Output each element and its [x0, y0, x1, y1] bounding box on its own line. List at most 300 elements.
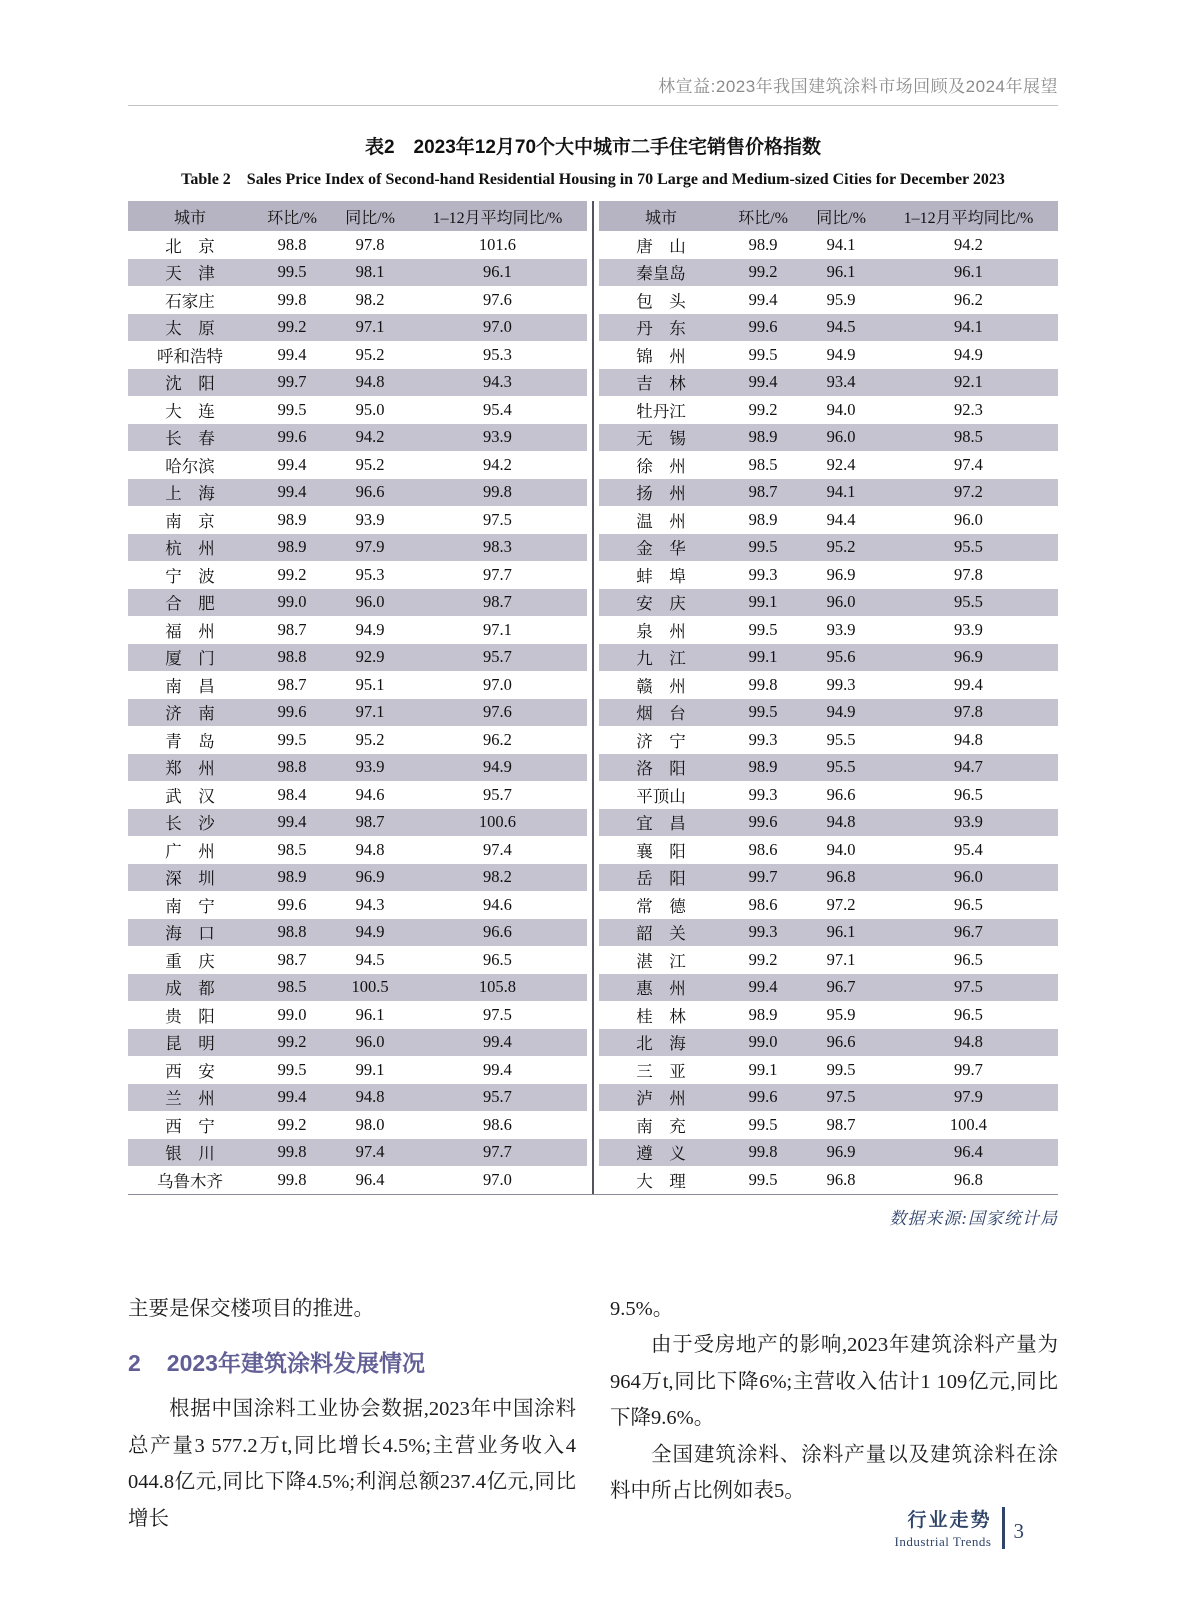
cell-city: 大 连: [165, 401, 215, 421]
header-rule: [128, 105, 1058, 106]
paragraph: 根据中国涂料工业协会数据,2023年中国涂料总产量3 577.2万t,同比增长4.5%;主营业务收入4 044.8亿元,同比下降4.5%;利润总额237.4亿元,同比增长: [128, 1398, 576, 1530]
cell-mom-index: 99.7: [277, 372, 307, 392]
cell-city: 韶 关: [636, 924, 686, 944]
cell-city: 深 圳: [165, 869, 215, 889]
cell-yoy-index: 95.6: [826, 647, 856, 667]
table-row: [128, 534, 587, 562]
cell-mom-index: 99.4: [277, 482, 307, 502]
table-row: [599, 1084, 1058, 1112]
cell-avg-yoy-index: 100.4: [949, 1114, 988, 1134]
cell-avg-yoy-index: 99.4: [954, 674, 983, 694]
cell-avg-yoy-index: 94.7: [954, 757, 983, 777]
cell-yoy-index: 97.8: [355, 234, 385, 254]
cell-city: 石家庄: [165, 291, 215, 311]
cell-city: 天 津: [165, 264, 215, 284]
cell-yoy-index: 96.6: [826, 784, 856, 804]
cell-avg-yoy-index: 95.5: [954, 592, 983, 612]
cell-yoy-index: 98.7: [826, 1114, 856, 1134]
cell-city: 南 充: [636, 1116, 686, 1136]
cell-mom-index: 98.9: [748, 509, 778, 529]
cell-yoy-index: 94.9: [355, 619, 385, 639]
cell-yoy-index: 97.1: [355, 317, 385, 337]
cell-city: 九 江: [636, 649, 686, 669]
paragraph: 由于受房地产的影响,2023年建筑涂料产量为964万t,同比下降6%;主营收入估计1 109亿元,同比下降9.6%。: [610, 1334, 1058, 1429]
table-row: [128, 809, 587, 837]
cell-mom-index: 98.6: [748, 839, 778, 859]
table-row: [599, 1056, 1058, 1084]
cell-city: 三 亚: [636, 1061, 686, 1081]
paragraph-continued: 主要是保交楼项目的推进。: [128, 1297, 374, 1320]
table-row: [599, 534, 1058, 562]
cell-yoy-index: 93.9: [826, 619, 856, 639]
cell-avg-yoy-index: 96.9: [954, 647, 983, 667]
price-index-table-right: [599, 201, 1058, 1194]
table-row: [128, 671, 587, 699]
cell-avg-yoy-index: 96.5: [483, 949, 512, 969]
table-row: [128, 589, 587, 617]
cell-yoy-index: 92.4: [826, 454, 856, 474]
table-row: [599, 864, 1058, 892]
cell-city: 湛 江: [636, 951, 686, 971]
cell-avg-yoy-index: 97.7: [483, 1142, 512, 1162]
cell-mom-index: 99.1: [748, 647, 778, 667]
cell-avg-yoy-index: 95.7: [483, 784, 512, 804]
cell-city: 广 州: [165, 841, 215, 861]
table-row: [599, 424, 1058, 452]
cell-mom-index: 99.0: [748, 1032, 778, 1052]
table-right-panel: [593, 201, 1058, 1194]
table-row: [128, 1139, 587, 1167]
table-row: [599, 369, 1058, 397]
cell-city: 南 宁: [165, 896, 215, 916]
cell-yoy-index: 93.9: [355, 509, 385, 529]
cell-yoy-index: 94.9: [826, 702, 856, 722]
table-row: [599, 231, 1058, 259]
cell-yoy-index: 96.8: [826, 1169, 856, 1189]
cell-avg-yoy-index: 96.2: [483, 729, 512, 749]
cell-mom-index: 99.8: [748, 1142, 778, 1162]
cell-mom-index: 99.4: [748, 977, 778, 997]
cell-city: 平顶山: [636, 786, 686, 806]
cell-avg-yoy-index: 97.7: [483, 564, 512, 584]
cell-yoy-index: 94.1: [826, 482, 856, 502]
cell-mom-index: 98.4: [277, 784, 307, 804]
table-row: [128, 1029, 587, 1057]
cell-avg-yoy-index: 97.0: [483, 674, 512, 694]
cell-mom-index: 99.4: [748, 289, 778, 309]
cell-mom-index: 99.3: [748, 784, 778, 804]
cell-avg-yoy-index: 94.2: [954, 234, 983, 254]
cell-mom-index: 99.5: [277, 262, 307, 282]
cell-mom-index: 99.5: [277, 1059, 307, 1079]
cell-avg-yoy-index: 95.7: [483, 647, 512, 667]
cell-city: 上 海: [165, 484, 215, 504]
cell-city: 福 州: [165, 621, 215, 641]
cell-avg-yoy-index: 98.5: [954, 427, 983, 447]
cell-city: 呼和浩特: [156, 346, 223, 366]
cell-mom-index: 99.2: [277, 1032, 307, 1052]
cell-avg-yoy-index: 94.8: [954, 729, 983, 749]
cell-yoy-index: 96.4: [355, 1169, 385, 1189]
cell-avg-yoy-index: 94.2: [483, 454, 512, 474]
cell-yoy-index: 95.2: [826, 537, 856, 557]
cell-mom-index: 99.5: [748, 702, 778, 722]
cell-yoy-index: 97.1: [826, 949, 856, 969]
cell-mom-index: 99.2: [748, 949, 778, 969]
cell-mom-index: 98.7: [277, 619, 307, 639]
table-row: [599, 726, 1058, 754]
cell-city: 洛 阳: [636, 759, 686, 779]
cell-yoy-index: 94.6: [355, 784, 385, 804]
cell-avg-yoy-index: 96.4: [954, 1142, 983, 1162]
cell-city: 秦皇岛: [636, 264, 686, 284]
table-row: [599, 919, 1058, 947]
cell-yoy-index: 94.9: [355, 922, 385, 942]
cell-yoy-index: 94.2: [355, 427, 385, 447]
table-row: [128, 1056, 587, 1084]
cell-mom-index: 99.6: [748, 1087, 778, 1107]
cell-avg-yoy-index: 96.8: [954, 1169, 983, 1189]
cell-city: 烟 台: [636, 704, 686, 724]
cell-city: 青 岛: [165, 731, 215, 751]
table-row: [128, 974, 587, 1002]
table-row: [128, 891, 587, 919]
cell-city: 哈尔滨: [165, 456, 215, 476]
cell-mom-index: 99.5: [748, 344, 778, 364]
cell-mom-index: 99.4: [277, 812, 307, 832]
cell-avg-yoy-index: 98.3: [483, 537, 512, 557]
cell-mom-index: 98.5: [277, 977, 307, 997]
cell-avg-yoy-index: 97.2: [954, 482, 983, 502]
cell-avg-yoy-index: 101.6: [478, 234, 517, 254]
cell-city: 重 庆: [165, 951, 215, 971]
footer-divider-bar: [1002, 1507, 1005, 1549]
cell-mom-index: 99.3: [748, 564, 778, 584]
table-row: [128, 699, 587, 727]
cell-mom-index: 99.5: [748, 619, 778, 639]
cell-mom-index: 98.9: [277, 537, 307, 557]
cell-yoy-index: 95.5: [826, 757, 856, 777]
table-row: [128, 369, 587, 397]
cell-city: 襄 阳: [636, 841, 686, 861]
table-row: [128, 506, 587, 534]
cell-city: 无 锡: [636, 429, 686, 449]
cell-city: 海 口: [165, 924, 215, 944]
table-row: [128, 1001, 587, 1029]
cell-city: 扬 州: [636, 484, 686, 504]
cell-yoy-index: 97.4: [355, 1142, 385, 1162]
cell-avg-yoy-index: 97.8: [954, 564, 983, 584]
table-row: [599, 479, 1058, 507]
cell-yoy-index: 96.0: [355, 1032, 385, 1052]
cell-yoy-index: 98.0: [355, 1114, 385, 1134]
cell-yoy-index: 96.8: [826, 867, 856, 887]
cell-mom-index: 99.8: [748, 674, 778, 694]
cell-mom-index: 99.4: [277, 454, 307, 474]
cell-avg-yoy-index: 94.1: [954, 317, 983, 337]
cell-yoy-index: 96.0: [826, 592, 856, 612]
cell-avg-yoy-index: 94.9: [954, 344, 983, 364]
table-row: [128, 644, 587, 672]
table-row: [128, 286, 587, 314]
cell-avg-yoy-index: 94.3: [483, 372, 512, 392]
cell-avg-yoy-index: 95.4: [954, 839, 983, 859]
cell-yoy-index: 94.0: [826, 839, 856, 859]
cell-city: 南 昌: [165, 676, 215, 696]
cell-city: 遵 义: [636, 1144, 686, 1164]
cell-city: 宁 波: [165, 566, 215, 586]
cell-mom-index: 99.5: [748, 537, 778, 557]
cell-avg-yoy-index: 96.0: [954, 867, 983, 887]
cell-city: 乌鲁木齐: [156, 1171, 223, 1191]
cell-yoy-index: 95.2: [355, 454, 385, 474]
cell-avg-yoy-index: 98.6: [483, 1114, 512, 1134]
cell-city: 大 理: [636, 1171, 686, 1191]
cell-mom-index: 98.8: [277, 647, 307, 667]
cell-yoy-index: 95.9: [826, 1004, 856, 1024]
cell-mom-index: 99.3: [748, 922, 778, 942]
cell-mom-index: 98.7: [277, 949, 307, 969]
table-title-en: Table 2 Sales Price Index of Second-hand Residential Housing in 70 Large and Medium-sized Cities for December 2023: [181, 171, 1005, 188]
cell-mom-index: 98.9: [277, 867, 307, 887]
cell-city: 长 春: [165, 429, 215, 449]
cell-mom-index: 99.4: [277, 344, 307, 364]
table-row: [128, 314, 587, 342]
table-row: [128, 231, 587, 259]
cell-city: 济 宁: [636, 731, 686, 751]
cell-mom-index: 99.8: [277, 1169, 307, 1189]
table-row: [128, 561, 587, 589]
cell-mom-index: 98.9: [748, 427, 778, 447]
cell-avg-yoy-index: 95.7: [483, 1087, 512, 1107]
cell-mom-index: 99.5: [277, 729, 307, 749]
cell-mom-index: 99.0: [277, 1004, 307, 1024]
table-row: [599, 1139, 1058, 1167]
cell-city: 昆 明: [165, 1034, 215, 1054]
table-row: [599, 891, 1058, 919]
cell-city: 岳 阳: [636, 869, 686, 889]
col-header-avg-yoy: 1–12月平均同比/%: [879, 201, 1058, 231]
cell-yoy-index: 94.8: [355, 839, 385, 859]
table-row: [128, 1084, 587, 1112]
table-row: [128, 616, 587, 644]
table-row: [128, 726, 587, 754]
cell-mom-index: 98.9: [748, 234, 778, 254]
cell-yoy-index: 95.9: [826, 289, 856, 309]
cell-mom-index: 99.1: [748, 1059, 778, 1079]
table-row: [128, 754, 587, 782]
cell-avg-yoy-index: 97.0: [483, 1169, 512, 1189]
cell-avg-yoy-index: 95.4: [483, 399, 512, 419]
cell-city: 合 肥: [165, 594, 215, 614]
cell-avg-yoy-index: 96.1: [483, 262, 512, 282]
cell-avg-yoy-index: 98.2: [483, 867, 512, 887]
cell-avg-yoy-index: 96.2: [954, 289, 983, 309]
cell-city: 金 华: [636, 539, 686, 559]
table-row: [128, 259, 587, 287]
table-row: [128, 836, 587, 864]
cell-yoy-index: 96.6: [826, 1032, 856, 1052]
cell-city: 济 南: [165, 704, 215, 724]
table-row: [128, 1111, 587, 1139]
cell-city: 赣 州: [636, 676, 686, 696]
cell-city: 唐 山: [636, 236, 686, 256]
cell-mom-index: 99.6: [748, 812, 778, 832]
price-index-table-left: [128, 201, 587, 1194]
cell-mom-index: 99.8: [277, 1142, 307, 1162]
cell-city: 杭 州: [165, 539, 215, 559]
section-title: 2023年建筑涂料发展情况: [166, 1350, 425, 1376]
cell-avg-yoy-index: 97.6: [483, 289, 512, 309]
cell-avg-yoy-index: 99.4: [483, 1032, 512, 1052]
page-number: 3: [1013, 1519, 1024, 1543]
table-row: [599, 836, 1058, 864]
cell-avg-yoy-index: 99.7: [954, 1059, 983, 1079]
cell-yoy-index: 94.4: [826, 509, 856, 529]
cell-avg-yoy-index: 98.7: [483, 592, 512, 612]
cell-yoy-index: 99.3: [826, 674, 856, 694]
data-source-note: 数据来源:国家统计局: [889, 1208, 1058, 1228]
cell-avg-yoy-index: 99.8: [483, 482, 512, 502]
cell-avg-yoy-index: 96.5: [954, 1004, 983, 1024]
cell-city: 蚌 埠: [636, 566, 686, 586]
page-footer: [895, 1505, 1024, 1550]
cell-mom-index: 99.2: [748, 262, 778, 282]
cell-mom-index: 98.8: [277, 234, 307, 254]
cell-yoy-index: 96.6: [355, 482, 385, 502]
table-row: [599, 1111, 1058, 1139]
cell-city: 惠 州: [636, 979, 686, 999]
cell-city: 西 安: [165, 1061, 215, 1081]
table-row: [599, 1166, 1058, 1194]
cell-mom-index: 98.6: [748, 894, 778, 914]
cell-yoy-index: 95.2: [355, 344, 385, 364]
table-row: [128, 919, 587, 947]
cell-yoy-index: 96.1: [826, 922, 856, 942]
cell-city: 泉 州: [636, 621, 686, 641]
cell-yoy-index: 95.0: [355, 399, 385, 419]
table-row: [599, 561, 1058, 589]
cell-mom-index: 99.4: [748, 372, 778, 392]
table-row: [599, 314, 1058, 342]
table-row: [599, 699, 1058, 727]
paragraph-continued: 9.5%。: [610, 1297, 674, 1320]
cell-yoy-index: 92.9: [355, 647, 385, 667]
cell-avg-yoy-index: 99.4: [483, 1059, 512, 1079]
cell-mom-index: 99.6: [277, 894, 307, 914]
cell-avg-yoy-index: 95.3: [483, 344, 512, 364]
cell-avg-yoy-index: 93.9: [954, 619, 983, 639]
cell-mom-index: 98.8: [277, 922, 307, 942]
body-column-left: [128, 1291, 576, 1538]
cell-avg-yoy-index: 105.8: [478, 977, 517, 997]
cell-mom-index: 99.5: [748, 1114, 778, 1134]
cell-city: 包 头: [636, 291, 686, 311]
footer-section-label: [895, 1505, 992, 1550]
cell-mom-index: 99.0: [277, 592, 307, 612]
cell-city: 安 庆: [636, 594, 686, 614]
cell-avg-yoy-index: 97.5: [954, 977, 983, 997]
cell-city: 银 川: [165, 1144, 215, 1164]
section-number: 2: [128, 1350, 141, 1376]
table-row: [599, 781, 1058, 809]
table-row: [599, 616, 1058, 644]
cell-mom-index: 98.7: [748, 482, 778, 502]
cell-yoy-index: 97.2: [826, 894, 856, 914]
cell-avg-yoy-index: 92.3: [954, 399, 983, 419]
table-row: [128, 864, 587, 892]
cell-avg-yoy-index: 100.6: [478, 812, 517, 832]
cell-city: 长 沙: [165, 814, 215, 834]
cell-city: 沈 阳: [165, 374, 215, 394]
cell-yoy-index: 96.1: [355, 1004, 385, 1024]
table-left-panel: [128, 201, 593, 1194]
cell-mom-index: 98.8: [277, 757, 307, 777]
cell-city: 吉 林: [636, 374, 686, 394]
cell-mom-index: 99.5: [748, 1169, 778, 1189]
cell-mom-index: 98.5: [748, 454, 778, 474]
table-title-zh: 表2 2023年12月70个大中城市二手住宅销售价格指数: [364, 137, 822, 158]
col-header-yoy: 同比/%: [332, 201, 408, 231]
table-row: [128, 396, 587, 424]
col-header-yoy: 同比/%: [803, 201, 879, 231]
table-row: [128, 341, 587, 369]
cell-mom-index: 99.6: [277, 702, 307, 722]
cell-yoy-index: 94.9: [826, 344, 856, 364]
table-row: [599, 286, 1058, 314]
cell-yoy-index: 93.4: [826, 372, 856, 392]
table-row: [599, 754, 1058, 782]
cell-avg-yoy-index: 96.0: [954, 509, 983, 529]
cell-mom-index: 99.2: [277, 1114, 307, 1134]
cell-city: 郑 州: [165, 759, 215, 779]
table-row: [599, 671, 1058, 699]
cell-avg-yoy-index: 97.5: [483, 509, 512, 529]
cell-city: 太 原: [165, 319, 215, 339]
cell-yoy-index: 94.8: [355, 372, 385, 392]
cell-city: 北 京: [165, 236, 215, 256]
cell-mom-index: 99.2: [277, 317, 307, 337]
table-row: [128, 424, 587, 452]
cell-city: 成 都: [165, 979, 215, 999]
cell-avg-yoy-index: 97.1: [483, 619, 512, 639]
table-row: [599, 809, 1058, 837]
cell-city: 常 德: [636, 896, 686, 916]
cell-yoy-index: 98.1: [355, 262, 385, 282]
cell-yoy-index: 95.5: [826, 729, 856, 749]
cell-avg-yoy-index: 97.0: [483, 317, 512, 337]
cell-yoy-index: 95.2: [355, 729, 385, 749]
cell-avg-yoy-index: 94.8: [954, 1032, 983, 1052]
cell-avg-yoy-index: 96.1: [954, 262, 983, 282]
cell-yoy-index: 96.9: [826, 564, 856, 584]
cell-avg-yoy-index: 97.4: [483, 839, 512, 859]
cell-mom-index: 99.2: [277, 564, 307, 584]
table-row: [599, 946, 1058, 974]
table-header-row: [128, 201, 587, 231]
table-row: [599, 259, 1058, 287]
footer-section-zh: 行业走势: [907, 1510, 992, 1531]
cell-yoy-index: 98.7: [355, 812, 385, 832]
cell-avg-yoy-index: 95.5: [954, 537, 983, 557]
table-row: [599, 1001, 1058, 1029]
col-header-city: 城市: [599, 201, 723, 231]
section-heading: [128, 1347, 576, 1379]
cell-city: 锦 州: [636, 346, 686, 366]
cell-yoy-index: 99.1: [355, 1059, 385, 1079]
table-row: [599, 1029, 1058, 1057]
table-row: [599, 506, 1058, 534]
